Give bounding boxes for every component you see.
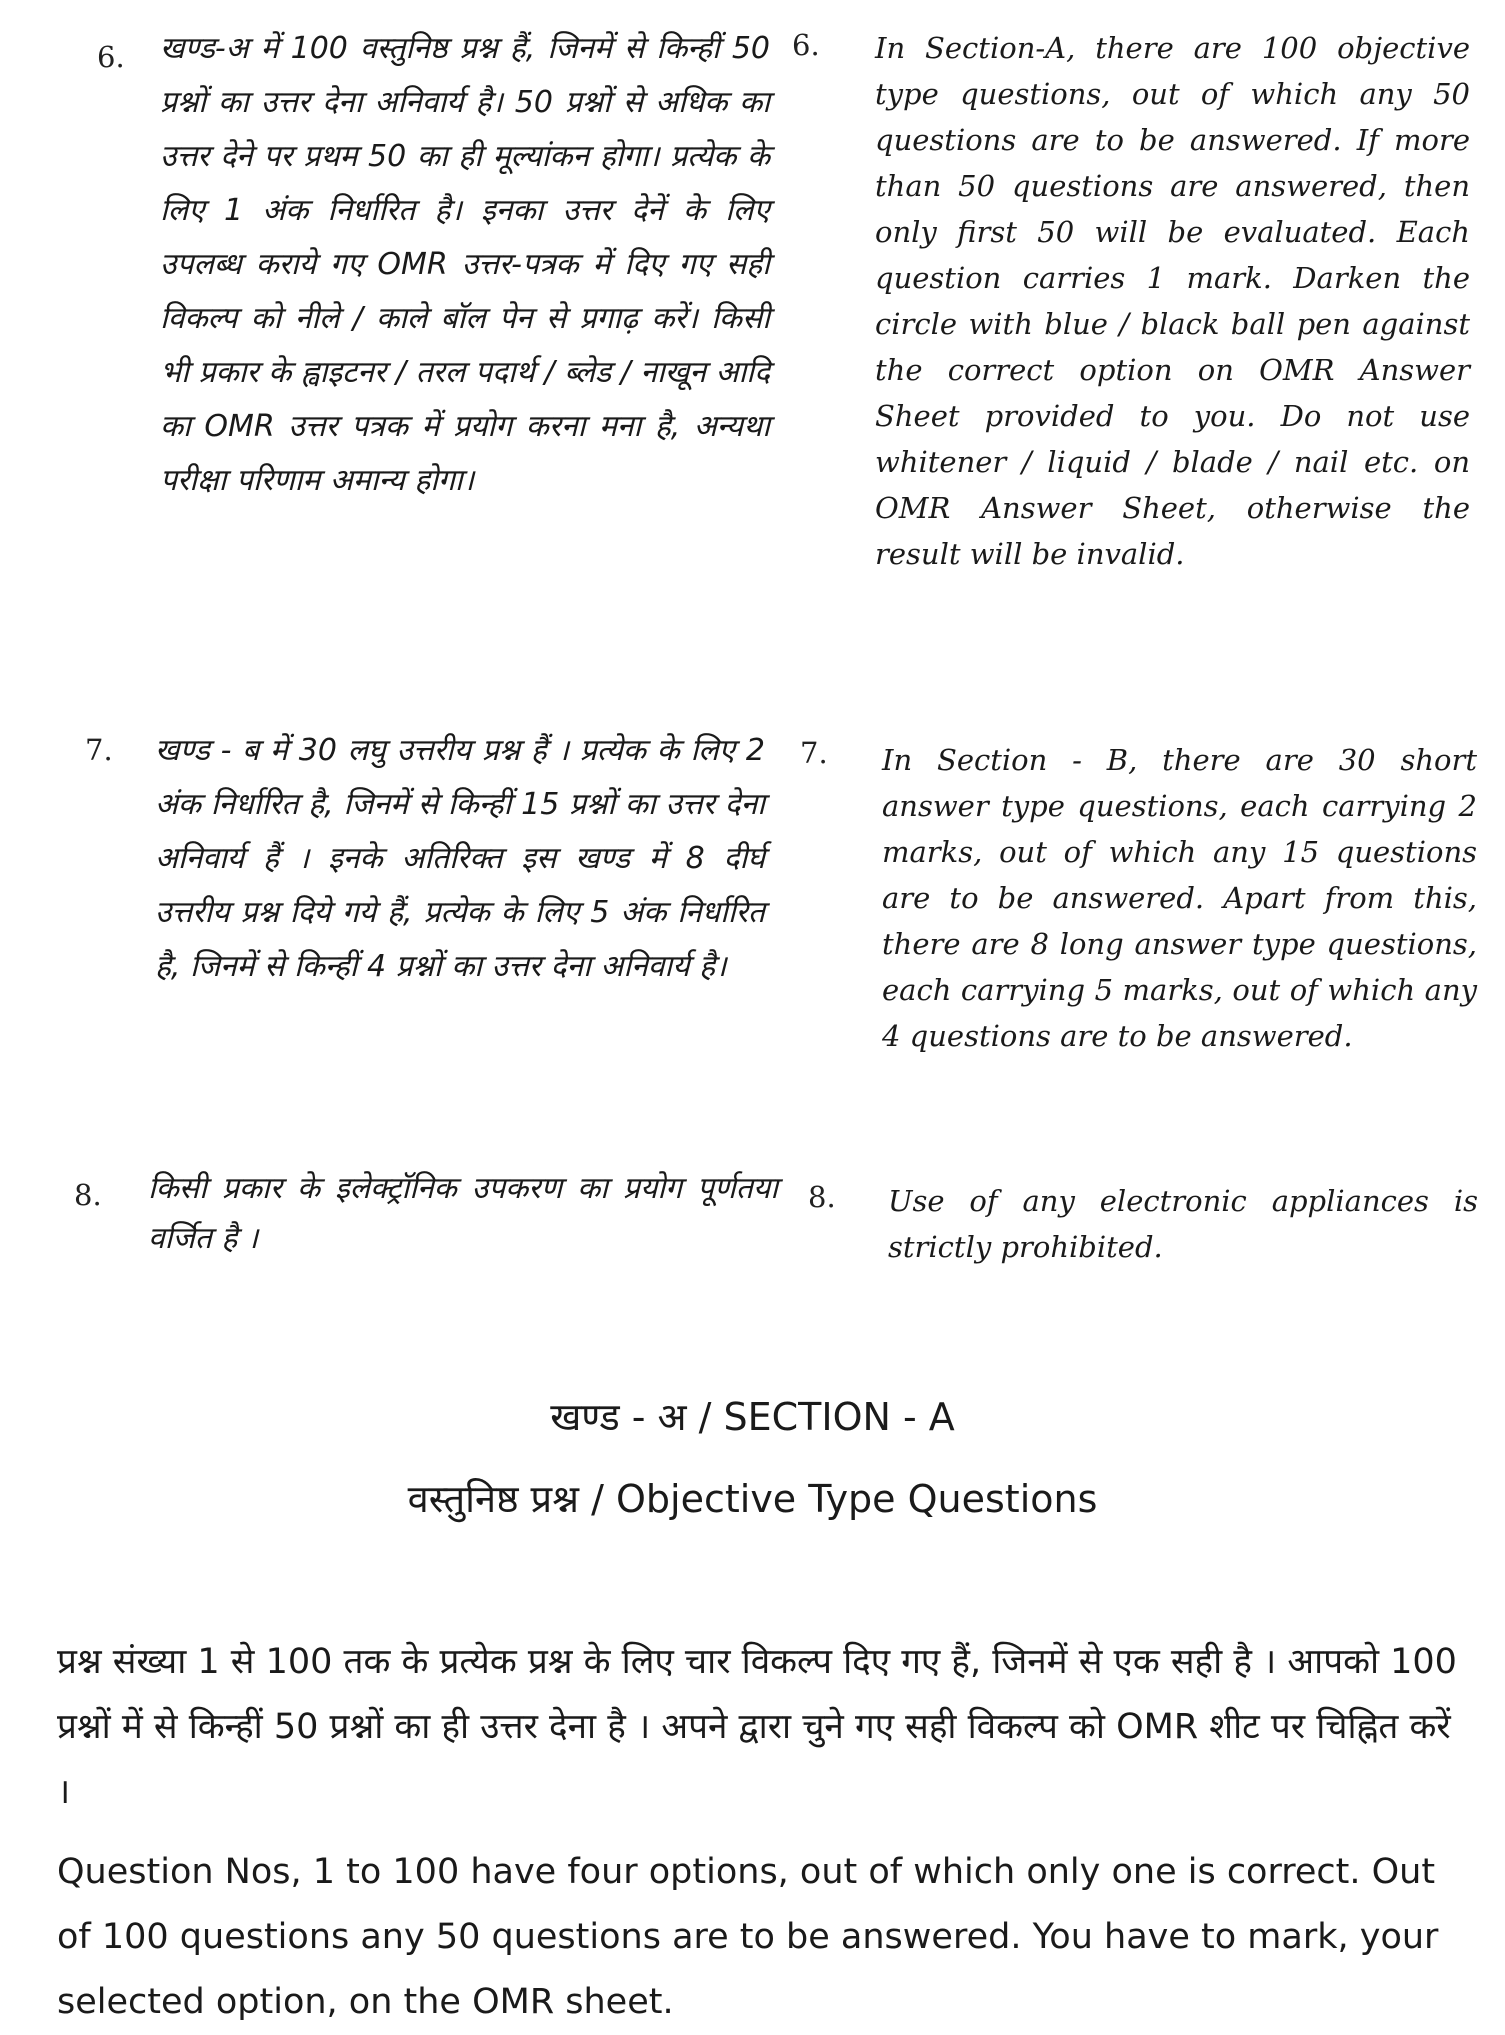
instruction-text-en: In Section - B, there are 30 short answer type questions, each carrying 2 marks, out of which any 15 questions are to be answered. Apart from this, there are 8 long answer type questions, each carrying 5 marks, out of which any 4 questions are to be answered. (882, 743, 1477, 1053)
instruction-text-en: Use of any electronic appliances is strictly prohibited. (888, 1184, 1478, 1264)
instruction-number-hi: 6. (97, 40, 125, 74)
instruction-text-hi: किसी प्रकार के इलेक्ट्रॉनिक उपकरण का प्रयोग पूर्णतया वर्जित है । (148, 1171, 778, 1256)
instruction-text-en: In Section-A, there are 100 objective type questions, out of which any 50 questions are to be answered. If more than 50 questions are answered, then only first 50 will be evaluated. Each question carries 1 mark. Darken the circle with blue / black ball pen against the correct option on OMR Answer Sheet provided to you. Do not use whitener / liquid / blade / nail etc. on OMR Answer Sheet, otherwise the result will be invalid. (875, 31, 1470, 571)
instruction-number-hi: 7. (85, 733, 113, 767)
instruction-number-hi: 8. (74, 1178, 102, 1212)
instruction-number-en: 7. (800, 736, 828, 770)
instruction-text-hi: खण्ड-अ में 100 वस्तुनिष्ठ प्रश्न हैं, जिनमें से किन्हीं 50 प्रश्नों का उत्तर देना अनिवार्य है। 50 प्रश्नों से अधिक का उत्तर देने पर प्रथम 50 का ही मूल्यांकन होगा। प्रत्येक के लिए 1 अंक निर्धारित है। इनका उत्तर देनें के लिए उपलब्ध कराये गए OMR उत्तर-पत्रक में दिए गए सही विकल्प को नीले / काले बॉल पेन से प्रगाढ़ करें। किसी भी प्रकार के ह्वाइटनर / तरल पदार्थ / ब्लेड / नाखून आदि का OMR उत्तर पत्रक में प्रयोग करना मना है, अन्यथा परीक्षा परिणाम अमान्य होगा। (160, 31, 770, 498)
section-title: खण्ड - अ / SECTION - A (550, 1395, 955, 1439)
instruction-number-en: 6. (792, 28, 820, 62)
section-instructions-en: Question Nos, 1 to 100 have four options, out of which only one is correct. Out of 100 questions any 50 questions are to be answered. You have to mark, your selected option, on the OMR sheet. (57, 1852, 1439, 2022)
section-instructions-hi: प्रश्न संख्या 1 से 100 तक के प्रत्येक प्रश्न के लिए चार विकल्प दिए गए हैं, जिनमें से एक सही है । आपको 100 प्रश्नों में से किन्हीं 50 प्रश्नों का ही उत्तर देना है । अपने द्वारा चुने गए सही विकल्प को OMR शीट पर चिह्नित करें । (57, 1642, 1457, 1812)
section-subtitle: वस्तुनिष्ठ प्रश्न / Objective Type Questions (407, 1477, 1098, 1521)
instruction-number-en: 8. (808, 1180, 836, 1214)
instruction-text-hi: खण्ड - ब में 30 लघु उत्तरीय प्रश्न हैं । प्रत्येक के लिए 2 अंक निर्धारित है, जिनमें से किन्हीं 15 प्रश्नों का उत्तर देना अनिवार्य हैं । इनके अतिरिक्त इस खण्ड में 8 दीर्घ उत्तरीय प्रश्न दिये गये हैं, प्रत्येक के लिए 5 अंक निर्धारित है, जिनमें से किन्हीं 4 प्रश्नों का उत्तर देना अनिवार्य है। (155, 733, 765, 984)
